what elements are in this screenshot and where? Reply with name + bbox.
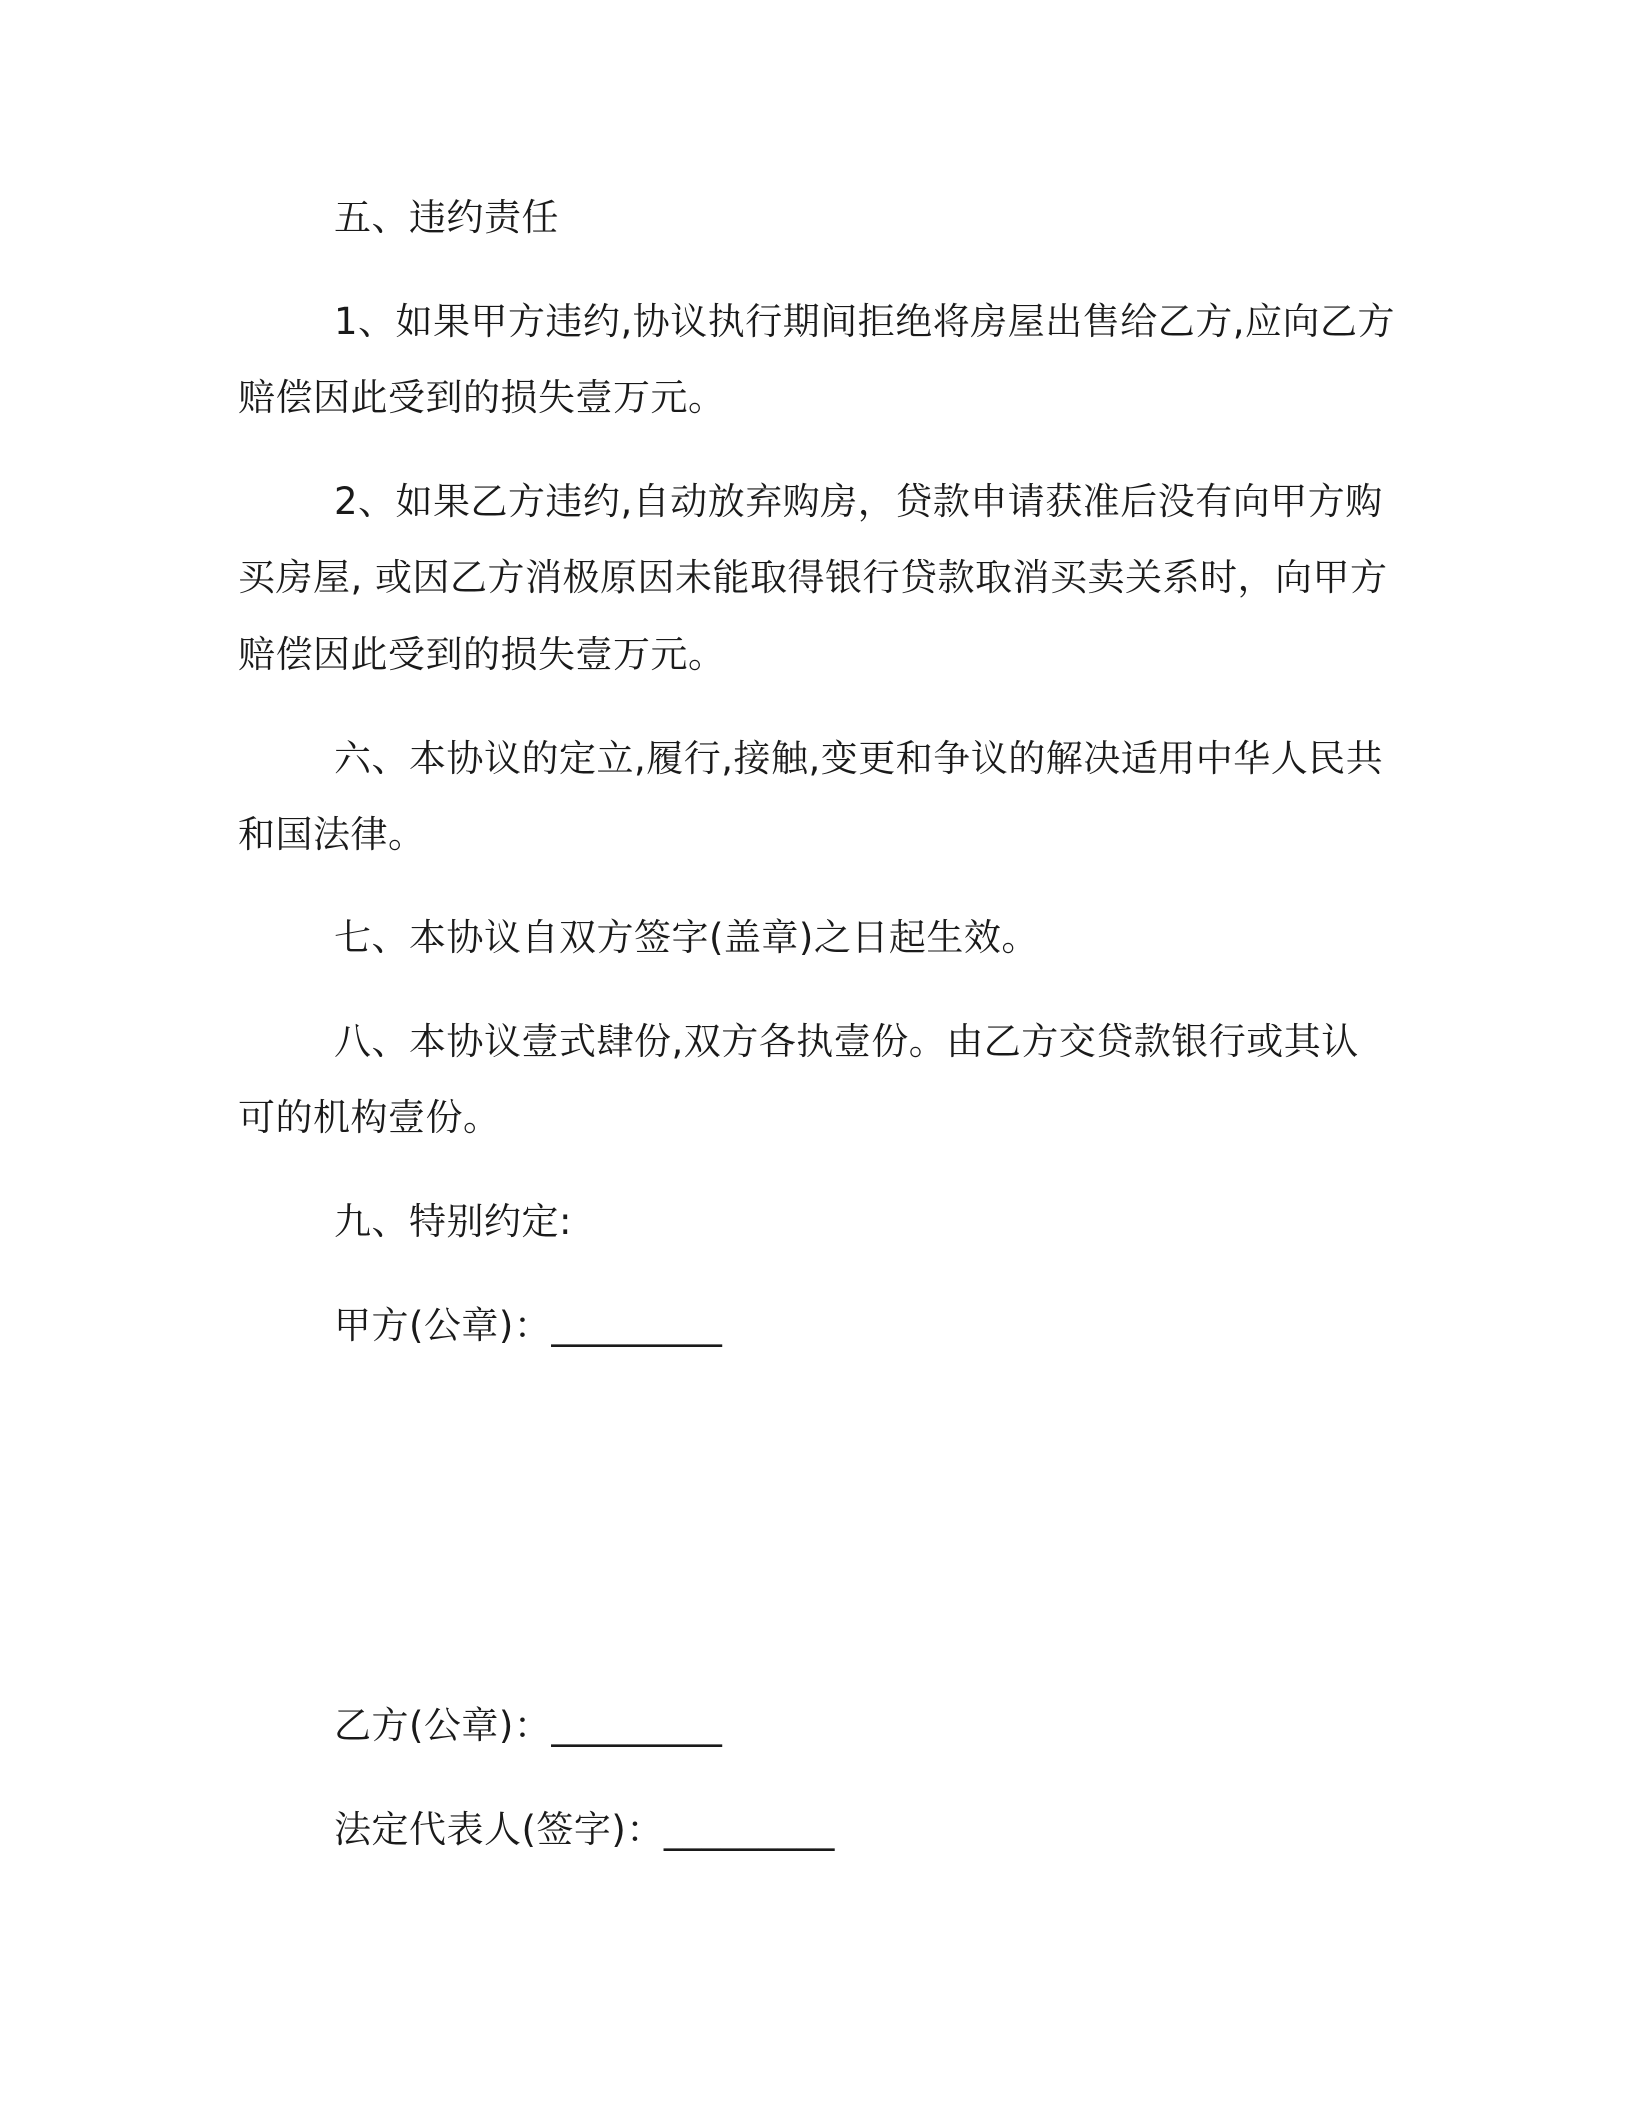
legal-representative-signature: 法定代表人(签字)：_________ bbox=[334, 1808, 835, 1851]
section-8-line-2: 可的机构壹份。 bbox=[238, 1096, 501, 1139]
section-8-line-1: 八、本协议壹式肆份,双方各执壹份。由乙方交贷款银行或其认 bbox=[334, 1020, 1359, 1063]
clause-2-line-3: 赔偿因此受到的损失壹万元。 bbox=[238, 633, 726, 676]
clause-1-line-2: 赔偿因此受到的损失壹万元。 bbox=[238, 376, 726, 419]
section-5-title: 五、违约责任 bbox=[334, 196, 559, 239]
party-b-seal: 乙方(公章)：_________ bbox=[334, 1704, 723, 1747]
section-9-title: 九、特别约定: bbox=[334, 1200, 572, 1243]
clause-2-line-1: 2、如果乙方违约,自动放弃购房，贷款申请获准后没有向甲方购 bbox=[334, 480, 1383, 523]
section-7: 七、本协议自双方签字(盖章)之日起生效。 bbox=[334, 916, 1039, 959]
clause-2-line-2: 买房屋, 或因乙方消极原因未能取得银行贷款取消买卖关系时，向甲方 bbox=[238, 556, 1388, 599]
clause-1-line-1: 1、如果甲方违约,协议执行期间拒绝将房屋出售给乙方,应向乙方 bbox=[334, 300, 1396, 343]
party-a-seal: 甲方(公章)：_________ bbox=[334, 1304, 723, 1347]
section-6-line-1: 六、本协议的定立,履行,接触,变更和争议的解决适用中华人民共 bbox=[334, 737, 1384, 780]
section-6-line-2: 和国法律。 bbox=[238, 813, 426, 856]
